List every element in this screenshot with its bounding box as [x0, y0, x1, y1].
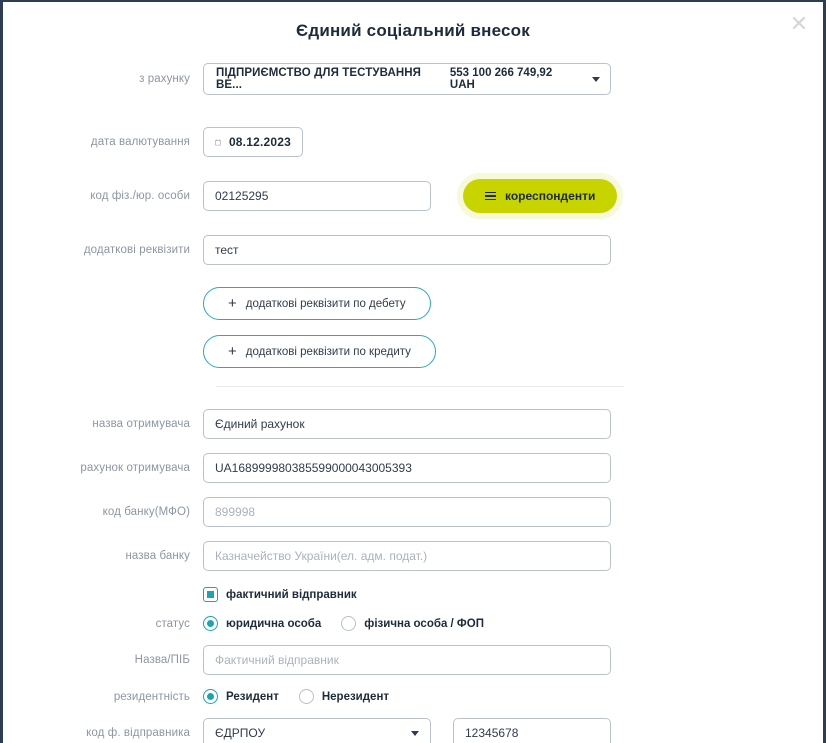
- extra-details-input[interactable]: [203, 235, 611, 265]
- add-credit-details-button[interactable]: [203, 335, 436, 368]
- sender-code-type-select[interactable]: [203, 718, 431, 743]
- residency-label-nonresident[interactable]: Нерезидент: [321, 690, 390, 703]
- row-add-credit: [3, 335, 823, 368]
- person-code-input[interactable]: [203, 181, 431, 211]
- row-person-code: [3, 179, 823, 213]
- status-radio-group: [203, 616, 823, 631]
- actual-sender-checkbox-group: [203, 587, 823, 602]
- add-credit-details-label: додаткові реквізити по кредиту: [245, 345, 411, 358]
- calendar-icon: [215, 135, 221, 150]
- plus-icon: +: [228, 343, 237, 360]
- receiver-account-input[interactable]: [203, 453, 611, 483]
- value-date-field[interactable]: [203, 127, 303, 157]
- label-sender-name: Назва/ПІБ: [134, 654, 190, 666]
- label-from-account: з рахунку: [139, 73, 190, 85]
- row-sender-name: [3, 645, 823, 675]
- payment-form: [3, 41, 823, 743]
- value-date-text: 08.12.2023: [228, 135, 291, 149]
- actual-sender-checkbox[interactable]: [203, 587, 218, 602]
- status-radio-legal[interactable]: [203, 616, 218, 631]
- bank-name-input[interactable]: [203, 541, 611, 571]
- sender-name-placeholder: Фактичний відправник: [215, 653, 339, 667]
- status-radio-individual[interactable]: [341, 616, 356, 631]
- row-sender-code: [3, 718, 823, 743]
- correspondents-button[interactable]: [463, 179, 617, 213]
- status-label-individual[interactable]: фізична особа / ФОП: [364, 617, 484, 630]
- label-receiver-account: рахунок отримувача: [80, 462, 190, 474]
- sender-code-input[interactable]: [453, 718, 611, 743]
- row-bank-name: [3, 541, 823, 571]
- sender-name-input[interactable]: [203, 645, 611, 675]
- label-person-code: код фіз./юр. особи: [90, 190, 190, 202]
- sender-code-value: 12345678: [465, 726, 519, 740]
- label-residency: резидентність: [113, 690, 190, 703]
- label-bank-name: назва банку: [125, 550, 190, 562]
- row-receiver-name: [3, 409, 823, 439]
- actual-sender-label[interactable]: фактичний відправник: [226, 588, 357, 601]
- residency-label-resident[interactable]: Резидент: [226, 690, 279, 703]
- bank-code-placeholder: 899998: [215, 505, 256, 519]
- label-status: статус: [155, 617, 190, 630]
- row-add-debit: [3, 287, 823, 320]
- list-icon: [485, 192, 496, 201]
- residency-radio-resident[interactable]: [203, 689, 218, 704]
- sender-code-type-value: ЄДРПОУ: [215, 726, 266, 740]
- label-receiver-name: назва отримувача: [92, 418, 190, 430]
- receiver-name-value: Єдиний рахунок: [215, 417, 305, 431]
- from-account-balance: 553 100 266 749,92 UAH: [449, 67, 553, 91]
- chevron-down-icon: [592, 77, 600, 82]
- residency-radio-nonresident[interactable]: [299, 689, 314, 704]
- bank-name-placeholder: Казначейство України(ел. адм. подат.): [215, 549, 428, 563]
- label-bank-code: код банку(МФО): [102, 506, 190, 518]
- add-debit-details-label: додаткові реквізити по дебету: [245, 297, 406, 310]
- from-account-select[interactable]: [203, 63, 611, 95]
- add-debit-details-button[interactable]: [203, 287, 431, 320]
- plus-icon: +: [228, 295, 237, 312]
- row-bank-code: [3, 497, 823, 527]
- row-actual-sender: [3, 587, 823, 602]
- section-divider-top: [216, 386, 624, 387]
- bank-code-input[interactable]: [203, 497, 611, 527]
- receiver-name-input[interactable]: [203, 409, 611, 439]
- chevron-down-icon: [411, 731, 419, 736]
- row-receiver-account: [3, 453, 823, 483]
- status-label-legal[interactable]: юридична особа: [226, 617, 322, 630]
- row-from-account: [3, 63, 823, 95]
- receiver-account-value: UA168999980385599000043005393: [215, 461, 412, 475]
- person-code-value: 02125295: [215, 189, 269, 203]
- close-icon[interactable]: ✕: [789, 11, 809, 36]
- row-status: [3, 616, 823, 631]
- label-value-date: дата валютування: [90, 136, 190, 148]
- extra-details-value: тест: [215, 243, 239, 257]
- correspondents-label: кореспонденти: [505, 189, 596, 203]
- page-title: Єдиний соціальний внесок: [296, 21, 530, 40]
- row-value-date: [3, 127, 823, 157]
- row-extra-details: [3, 235, 823, 265]
- from-account-name: ПІДПРИЄМСТВО ДЛЯ ТЕСТУВАННЯ ВЕ...: [216, 67, 422, 91]
- label-sender-code: код ф. відправника: [86, 727, 190, 739]
- label-extra-details: додаткові реквізити: [83, 244, 190, 256]
- row-residency: [3, 689, 823, 704]
- residency-radio-group: [203, 689, 823, 704]
